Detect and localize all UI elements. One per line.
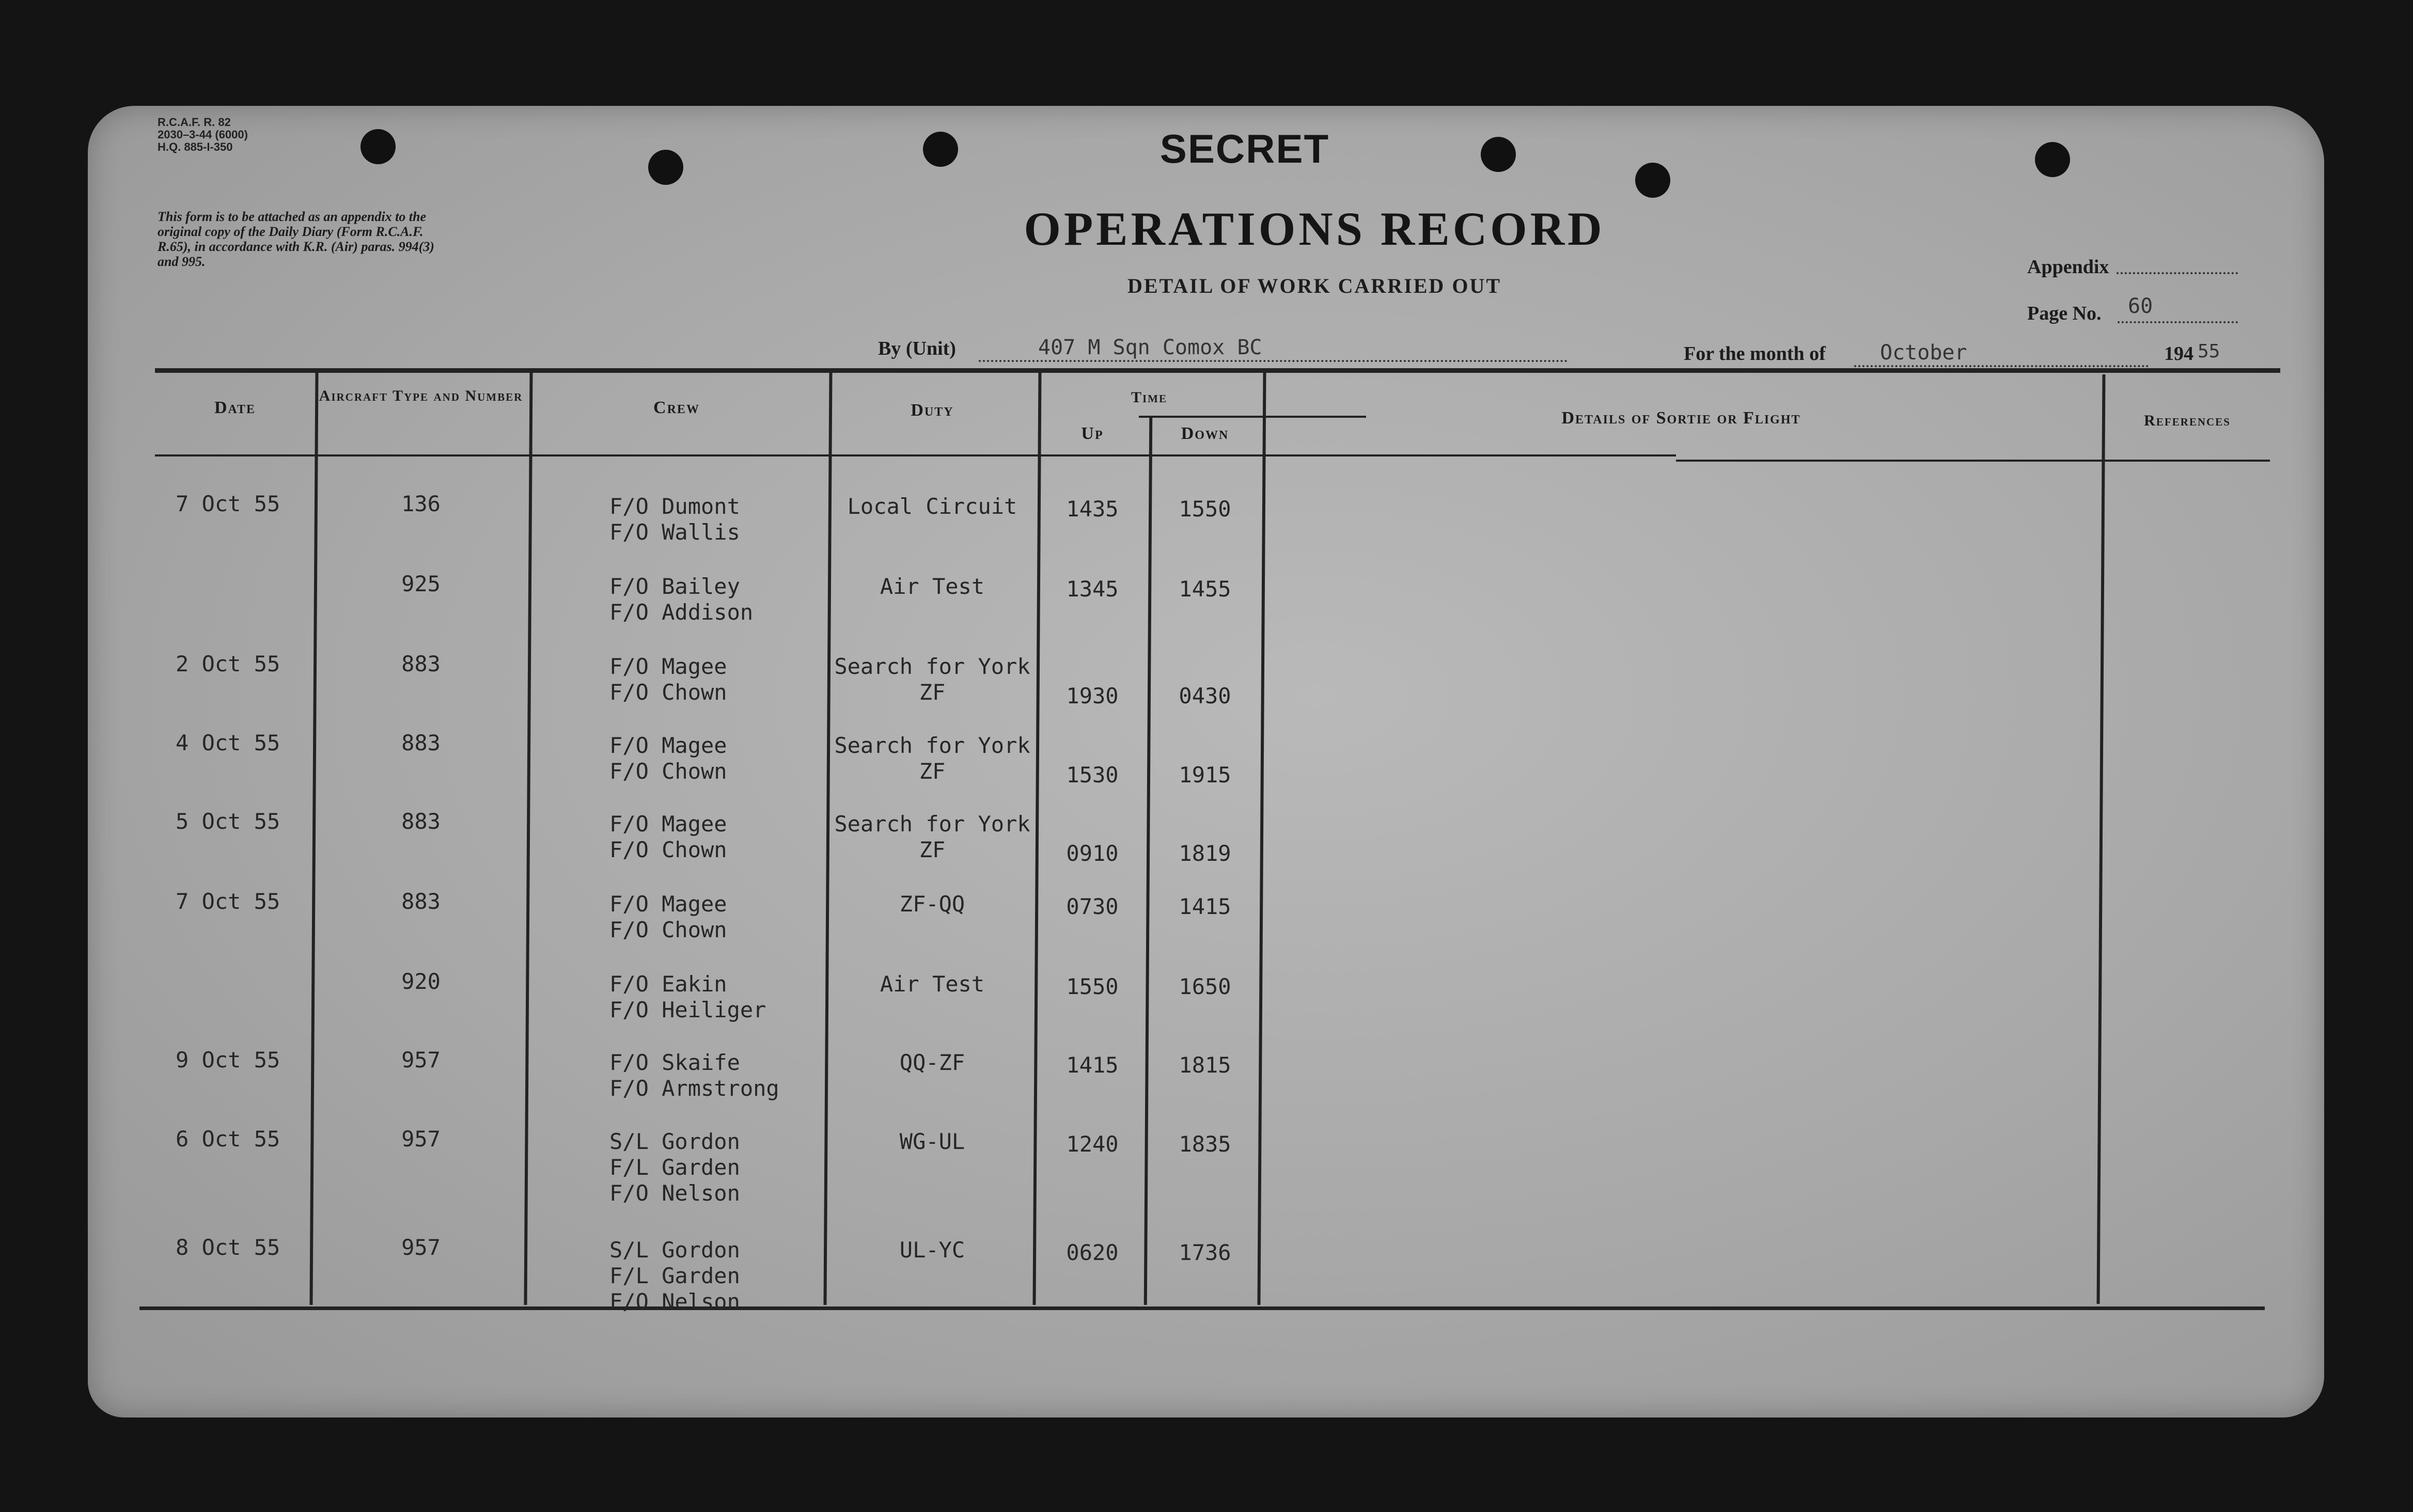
header-rule	[155, 454, 584, 456]
row-date: 5 Oct 55	[176, 809, 280, 834]
header-crew: Crew	[653, 398, 700, 417]
header-date: Date	[214, 398, 256, 417]
row-date: 7 Oct 55	[176, 889, 280, 914]
row-time-up: 1435	[1066, 496, 1119, 522]
row-crew-member: F/L Garden	[609, 1263, 740, 1288]
header-details: Details of Sortie or Flight	[1561, 408, 1801, 428]
header-rule	[584, 454, 1676, 456]
row-crew-member: F/O Heiliger	[609, 997, 766, 1022]
row-duty: ZF	[919, 759, 946, 784]
unit-value: 407 M Sqn Comox BC	[1038, 336, 1262, 359]
row-time-down: 0430	[1179, 683, 1231, 708]
header-up: Up	[1081, 424, 1104, 443]
row-date: 9 Oct 55	[176, 1047, 280, 1073]
row-date: 2 Oct 55	[176, 651, 280, 676]
row-time-up: 0620	[1066, 1240, 1119, 1265]
row-crew-member: F/O Armstrong	[609, 1076, 779, 1101]
column-divider	[2097, 374, 2106, 1304]
row-aircraft: 883	[401, 809, 441, 834]
header-rule	[1676, 460, 2270, 462]
year-prefix: 194	[2164, 343, 2193, 365]
row-time-up: 1415	[1066, 1052, 1119, 1078]
row-aircraft: 883	[401, 889, 441, 914]
header-time: Time	[1131, 389, 1167, 406]
form-subtitle: DETAIL OF WORK CARRIED OUT	[1127, 274, 1501, 297]
row-time-up: 0730	[1066, 894, 1119, 919]
row-time-down: 1550	[1179, 496, 1231, 522]
row-time-up: 1240	[1066, 1131, 1119, 1157]
row-crew-member: F/O Magee	[609, 891, 727, 917]
row-crew-member: F/O Nelson	[609, 1289, 740, 1314]
page-label: Page No.	[2027, 303, 2102, 324]
row-aircraft: 957	[401, 1047, 441, 1073]
row-time-down: 1835	[1179, 1131, 1231, 1157]
table-bottom-rule	[139, 1306, 2265, 1310]
row-date: 6 Oct 55	[176, 1126, 280, 1152]
row-aircraft: 957	[401, 1235, 441, 1260]
row-duty: UL-YC	[899, 1237, 965, 1263]
page-field	[2118, 319, 2238, 323]
row-crew-member: F/O Wallis	[609, 519, 740, 545]
row-duty: Search for York	[834, 733, 1030, 758]
row-time-down: 1650	[1179, 974, 1231, 999]
row-crew-member: F/O Magee	[609, 654, 727, 679]
appendix-label: Appendix	[2027, 256, 2109, 278]
row-crew-member: F/O Chown	[609, 680, 727, 705]
header-aircraft: Aircraft Type and Number	[319, 387, 523, 404]
row-aircraft: 920	[401, 969, 441, 994]
row-duty: ZF	[919, 680, 946, 705]
punch-hole	[361, 129, 396, 164]
row-crew-member: F/O Bailey	[609, 574, 740, 599]
record-card	[88, 106, 2324, 1418]
form-title: OPERATIONS RECORD	[1024, 202, 1605, 255]
appendix-field	[2117, 270, 2238, 274]
attachment-note: This form is to be attached as an appendix to the original copy of the Daily Diary (Form R.C.A.F. R.65), in accordance with K.R. (Air) paras. 994(3) and 995.	[158, 209, 434, 269]
row-duty: ZF-QQ	[899, 891, 965, 917]
row-time-down: 1819	[1179, 841, 1231, 866]
row-time-down: 1455	[1179, 576, 1231, 602]
row-duty: Air Test	[880, 971, 985, 997]
row-duty: WG-UL	[899, 1129, 965, 1154]
security-classification: SECRET	[1160, 126, 1330, 171]
unit-label: By (Unit)	[878, 338, 956, 359]
punch-hole	[923, 132, 958, 167]
row-crew-member: F/O Dumont	[609, 494, 740, 519]
header-down: Down	[1181, 424, 1229, 443]
column-divider	[524, 370, 532, 1305]
row-time-up: 1550	[1066, 974, 1119, 999]
row-crew-member: F/O Chown	[609, 917, 727, 942]
row-crew-member: F/O Skaife	[609, 1050, 740, 1075]
row-crew-member: F/O Magee	[609, 811, 727, 837]
row-crew-member: S/L Gordon	[609, 1129, 740, 1154]
row-aircraft: 957	[401, 1126, 441, 1152]
column-divider	[1032, 370, 1041, 1305]
row-duty: ZF	[919, 837, 946, 862]
column-divider	[309, 370, 318, 1305]
row-duty: QQ-ZF	[899, 1050, 965, 1075]
row-duty: Search for York	[834, 811, 1030, 837]
row-date: 7 Oct 55	[176, 491, 280, 516]
page-value: 60	[2128, 294, 2153, 318]
header-references: References	[2144, 412, 2231, 429]
month-label: For the month of	[1684, 343, 1826, 365]
row-time-down: 1415	[1179, 894, 1231, 919]
row-time-up: 0910	[1066, 841, 1119, 866]
row-crew-member: S/L Gordon	[609, 1237, 740, 1263]
punch-hole	[648, 150, 683, 185]
punch-hole	[1481, 137, 1516, 172]
row-crew-member: F/O Addison	[609, 600, 754, 625]
row-date: 8 Oct 55	[176, 1235, 280, 1260]
row-duty: Search for York	[834, 654, 1030, 679]
row-aircraft: 883	[401, 651, 441, 676]
row-time-down: 1736	[1179, 1240, 1231, 1265]
table-top-rule	[155, 368, 2280, 373]
row-aircraft: 883	[401, 730, 441, 755]
row-crew-member: F/O Chown	[609, 837, 727, 862]
punch-hole	[1635, 163, 1670, 198]
month-value: October	[1880, 341, 1967, 365]
row-time-up: 1345	[1066, 576, 1119, 602]
row-duty: Air Test	[880, 574, 985, 599]
row-crew-member: F/L Garden	[609, 1155, 740, 1180]
row-crew-member: F/O Eakin	[609, 971, 727, 997]
header-duty: Duty	[911, 401, 954, 420]
punch-hole	[2035, 142, 2070, 177]
row-time-up: 1930	[1066, 683, 1119, 708]
row-crew-member: F/O Chown	[609, 759, 727, 784]
row-time-up: 1530	[1066, 762, 1119, 788]
row-crew-member: F/O Nelson	[609, 1180, 740, 1206]
year-value: 55	[2198, 341, 2220, 362]
form-code: R.C.A.F. R. 82 2030–3-44 (6000) H.Q. 885-I-350	[158, 116, 248, 153]
row-time-down: 1915	[1179, 762, 1231, 788]
row-duty: Local Circuit	[847, 494, 1017, 519]
row-aircraft: 925	[401, 571, 441, 596]
row-crew-member: F/O Magee	[609, 733, 727, 758]
row-time-down: 1815	[1179, 1052, 1231, 1078]
row-date: 4 Oct 55	[176, 730, 280, 755]
row-aircraft: 136	[401, 491, 441, 516]
